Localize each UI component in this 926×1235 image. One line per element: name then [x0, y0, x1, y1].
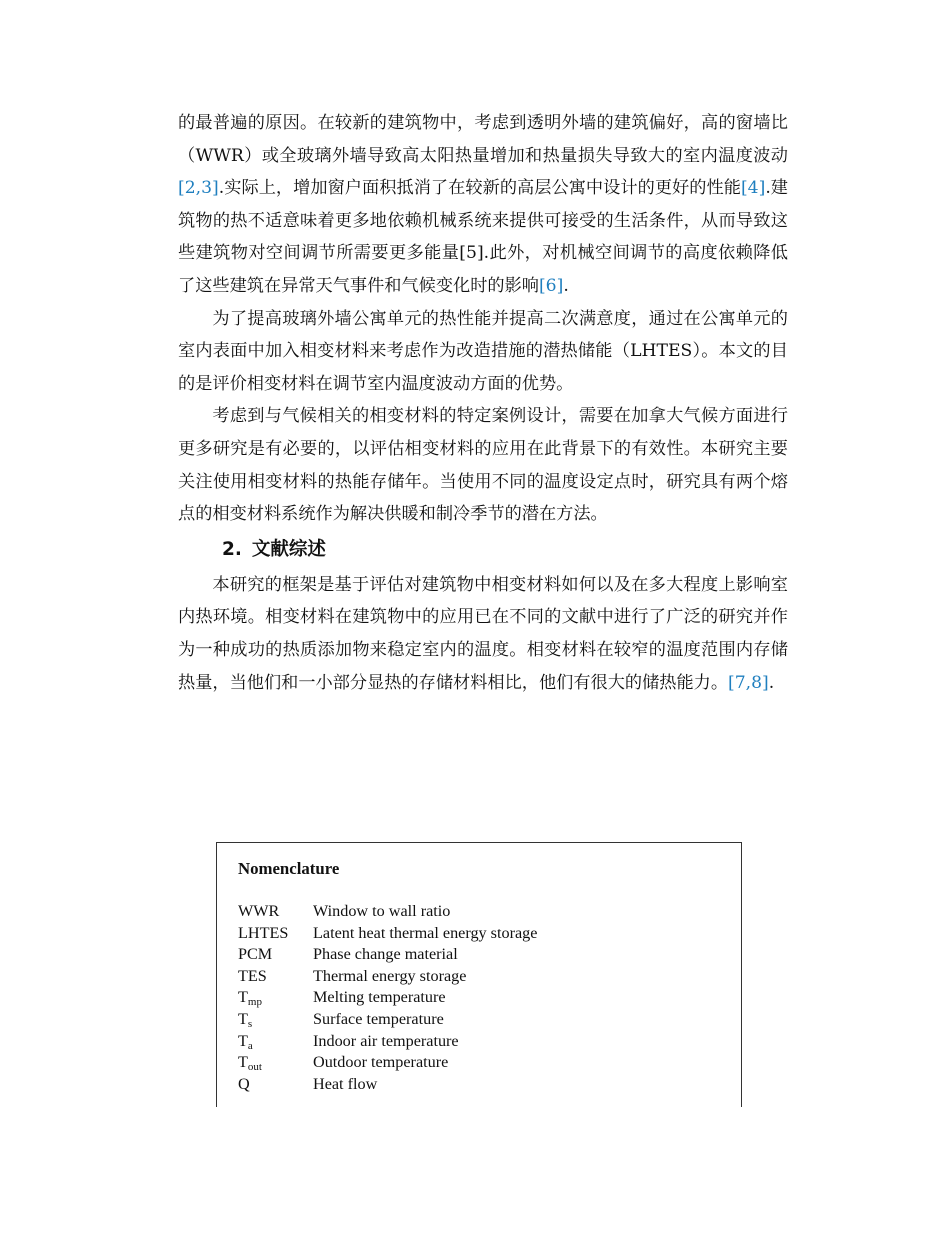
- nomenclature-symbol: [238, 901, 313, 923]
- nomenclature-symbol: [238, 923, 313, 945]
- symbol-base: Q: [238, 1074, 250, 1093]
- citation-link-4[interactable]: [4]: [740, 178, 766, 199]
- nomenclature-definition: Phase change material: [313, 945, 458, 964]
- symbol-subscript: out: [247, 1061, 262, 1074]
- nomenclature-symbol: [238, 1052, 313, 1074]
- paragraph-objective: 为了提高玻璃外墙公寓单元的热性能并提高二次满意度，通过在公寓单元的室内表面中加入相变材料来考虑作为改造措施的潜热储能（LHTES）。本文的目的是评价相变材料在调节室内温度波动方面的优势。: [178, 308, 788, 394]
- nomenclature-symbol: [238, 966, 313, 988]
- symbol-subscript: mp: [247, 996, 262, 1009]
- nomenclature-symbol: [238, 1031, 313, 1053]
- paragraph-text: .实际上，增加窗户面积抵消了在较新的高层公寓中设计的更好的性能: [218, 178, 741, 199]
- nomenclature-definition: Latent heat thermal energy storage: [313, 923, 538, 942]
- nomenclature-definition: Melting temperature: [313, 988, 446, 1007]
- nomenclature-row: [238, 987, 537, 1009]
- nomenclature-symbol: [238, 1009, 313, 1031]
- citation-link-6[interactable]: [6]: [538, 275, 564, 296]
- document-body: [178, 107, 788, 699]
- symbol-subscript: a: [247, 1039, 253, 1052]
- nomenclature-definition: Thermal energy storage: [313, 966, 467, 985]
- nomenclature-definition: Surface temperature: [313, 1009, 444, 1028]
- symbol-base: T: [238, 1031, 248, 1050]
- symbol-base: T: [238, 1053, 248, 1072]
- paragraph-text: .: [563, 275, 569, 296]
- section-heading-literature-review: [222, 533, 788, 567]
- nomenclature-row: [238, 1074, 537, 1096]
- symbol-base: T: [238, 988, 248, 1007]
- paragraph-text: .建筑物的热不适意味着更多地依赖机械系统来提供可接受的生活条件，从而导致这些建筑物对空间调节所需要更多能量[5].此外，对机械空间调节的高度依赖降低了这些建筑在异常天气事件和气候变化时的影响: [178, 178, 788, 296]
- nomenclature-row: [238, 966, 537, 988]
- nomenclature-row: [238, 1052, 537, 1074]
- symbol-base: T: [238, 1009, 248, 1028]
- section-number: 2.: [222, 538, 242, 560]
- nomenclature-symbol: [238, 1074, 313, 1096]
- symbol-base: TES: [238, 966, 267, 985]
- symbol-subscript: s: [247, 1017, 253, 1030]
- citation-link-2-3[interactable]: [2,3]: [178, 178, 219, 199]
- nomenclature-symbol: [238, 987, 313, 1009]
- paragraph-text: 本研究的框架是基于评估对建筑物中相变材料如何以及在多大程度上影响室内热环境。相变材料在建筑物中的应用已在不同的文献中进行了广泛的研究并作为一种成功的热质添加物来稳定室内的温度。相变材料在较窄的温度范围内存储热量，当他们和一小部分显热的存储材料相比，他们有很大的储热能力。: [178, 574, 788, 693]
- nomenclature-row: [238, 923, 537, 945]
- nomenclature-list: [238, 901, 537, 1095]
- section-title: 文献综述: [251, 538, 326, 560]
- nomenclature-definition: Window to wall ratio: [313, 902, 451, 920]
- paragraph-text: .: [768, 672, 775, 693]
- citation-link-7-8[interactable]: [7,8]: [728, 672, 769, 693]
- paragraph-climate-study: 考虑到与气候相关的相变材料的特定案例设计，需要在加拿大气候方面进行更多研究是有必要的，以评估相变材料的应用在此背景下的有效性。本研究主要关注使用相变材料的热能存储年。当使用不同的温度设定点时，研究具有两个熔点的相变材料系统作为解决供暖和制冷季节的潜在方法。: [178, 406, 788, 525]
- paragraph-text: 的最普遍的原因。在较新的建筑物中，考虑到透明外墙的建筑偏好，高的窗墙比（WWR）或全玻璃外墙导致高太阳热量增加和热量损失导致大的室内温度波动: [178, 113, 788, 166]
- symbol-base: WWR: [238, 902, 280, 920]
- nomenclature-symbol: [238, 944, 313, 966]
- nomenclature-title: Nomenclature: [238, 859, 340, 878]
- nomenclature-definition: Outdoor temperature: [313, 1053, 449, 1072]
- symbol-base: PCM: [238, 945, 273, 964]
- nomenclature-row: [238, 1009, 537, 1031]
- paragraph-intro-continued: [178, 107, 788, 303]
- nomenclature-row: [238, 1031, 537, 1053]
- paragraph-framework: [178, 569, 788, 699]
- nomenclature-box: [216, 842, 742, 1107]
- nomenclature-row: [238, 901, 537, 923]
- nomenclature-definition: Indoor air temperature: [313, 1031, 459, 1050]
- nomenclature-definition: Heat flow: [313, 1074, 378, 1093]
- nomenclature-row: [238, 944, 537, 966]
- symbol-base: LHTES: [238, 923, 289, 942]
